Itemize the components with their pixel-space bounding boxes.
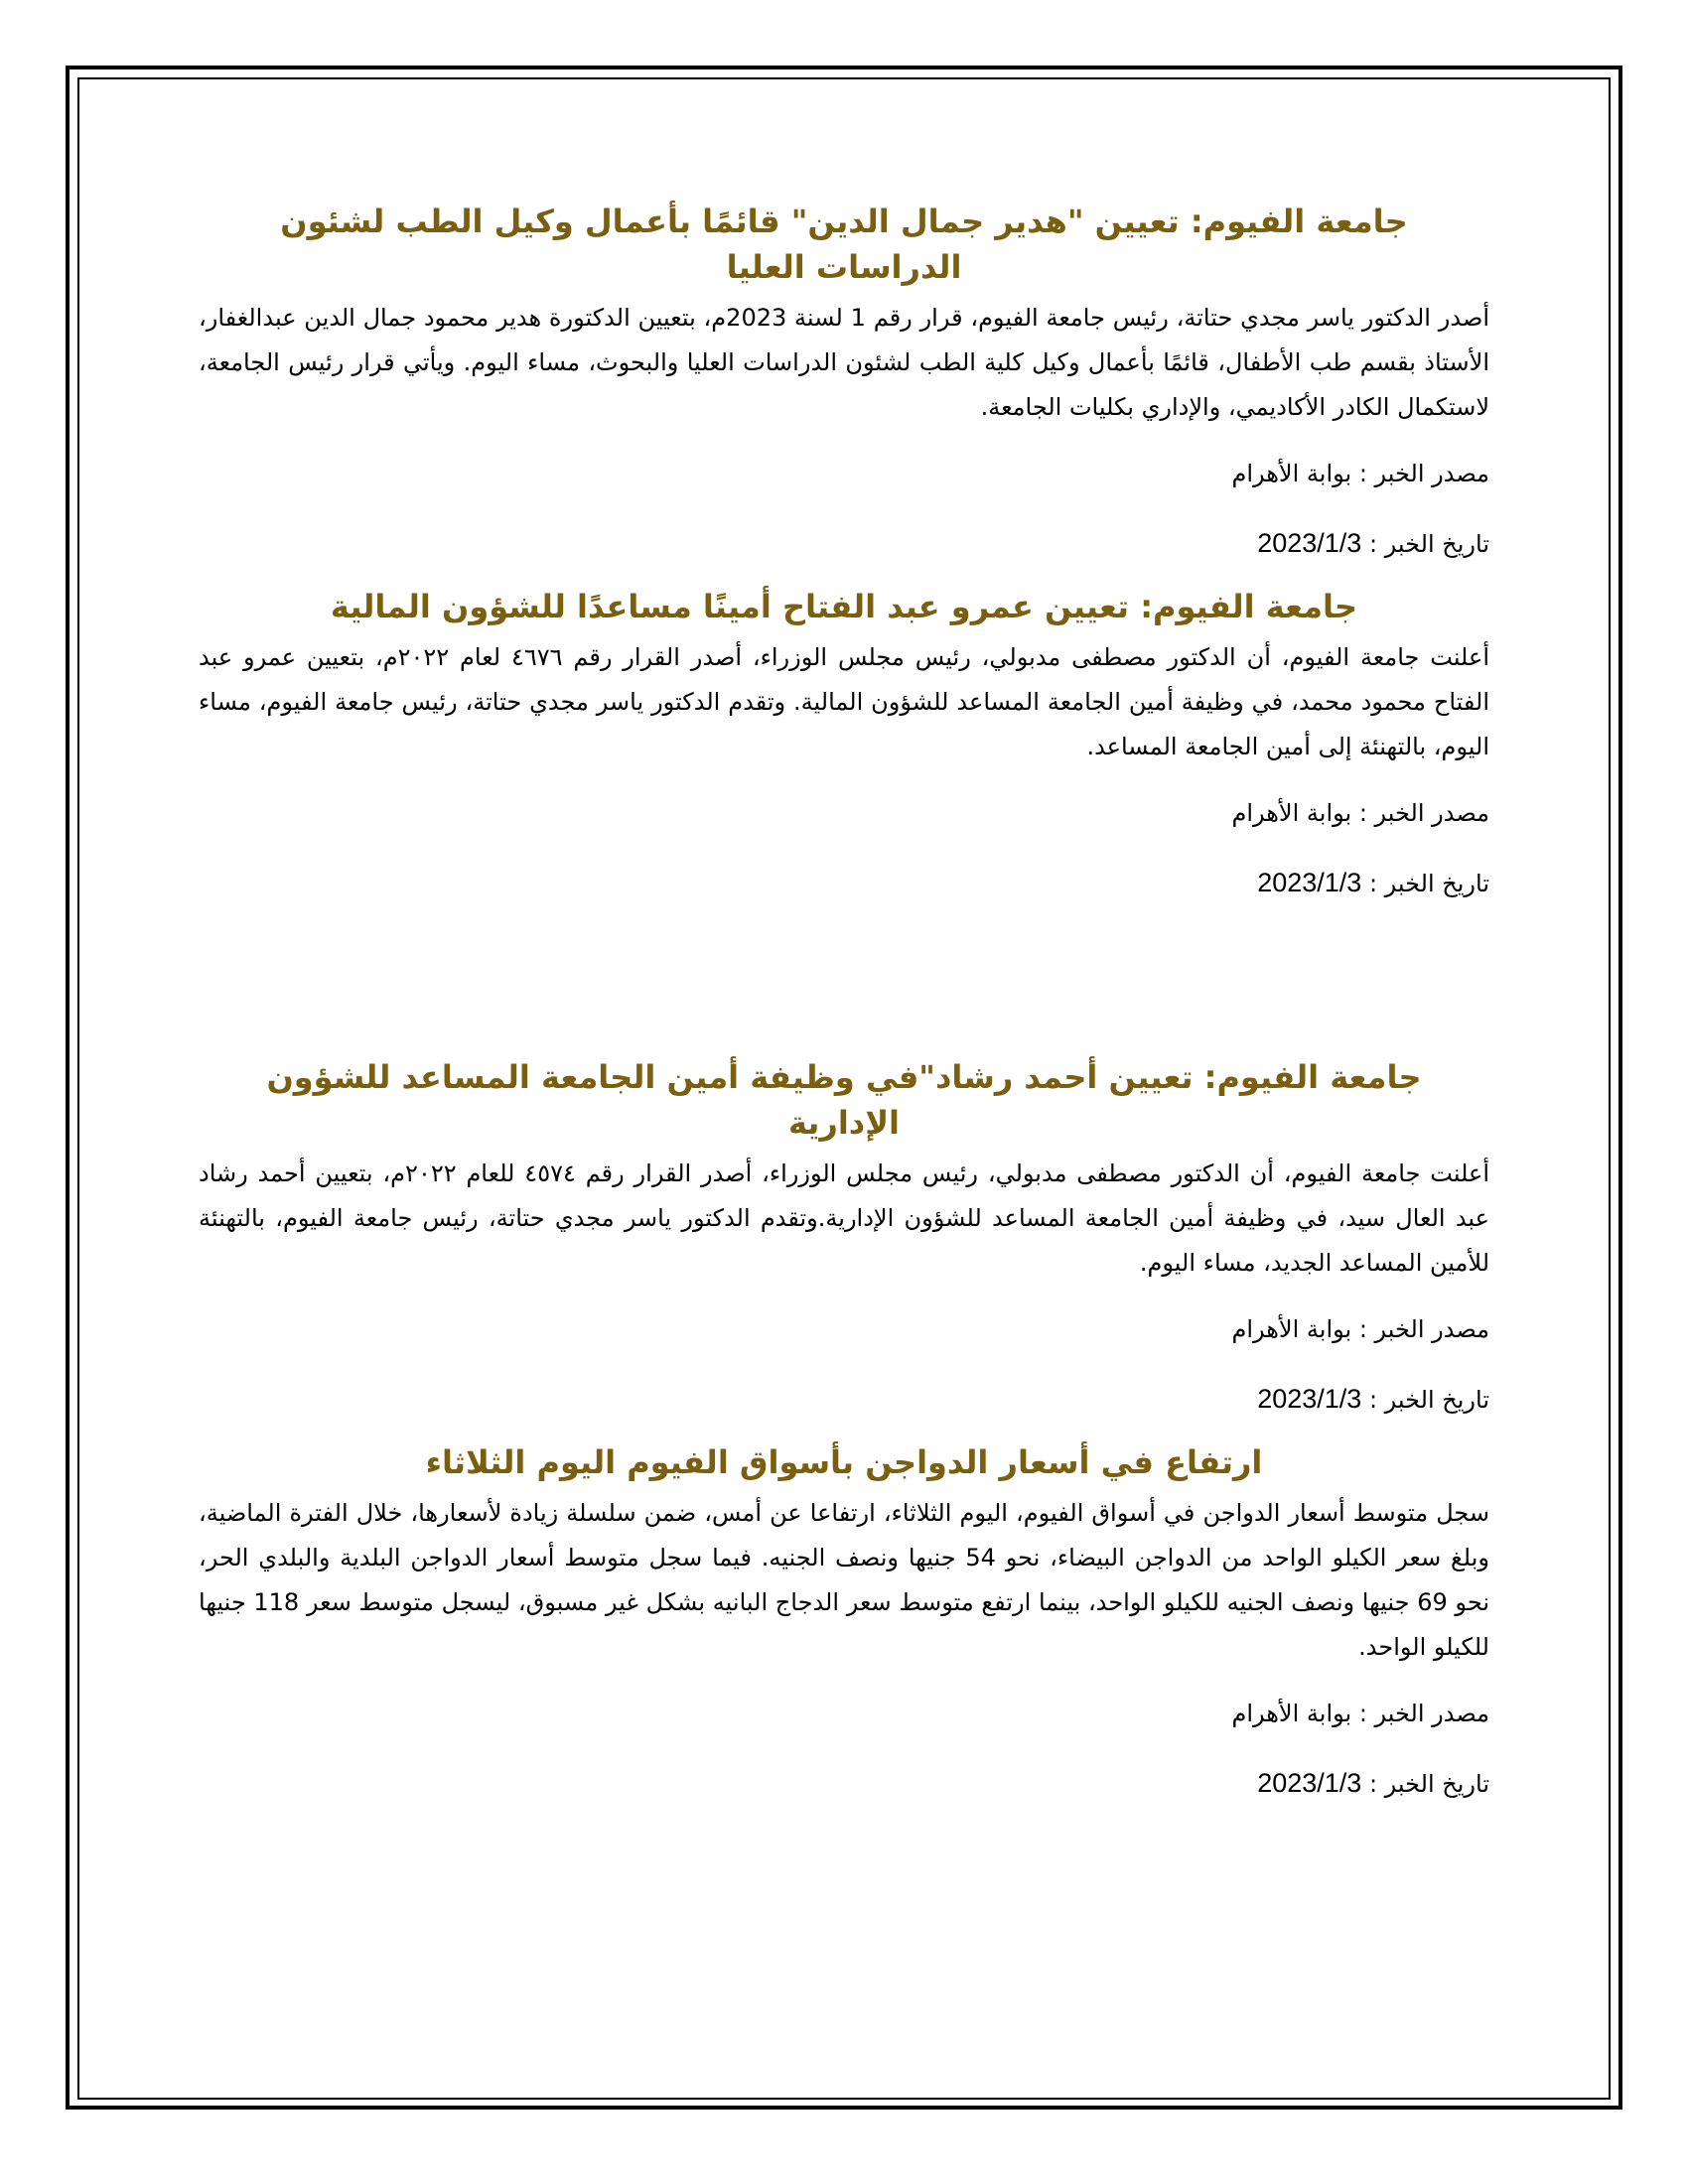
article-date <box>199 865 1489 901</box>
news-article <box>199 199 1489 562</box>
date-value: 2023/1/3 <box>1257 1768 1362 1798</box>
source-label: مصدر الخبر : <box>1358 1700 1489 1727</box>
source-value: بوابة الأهرام <box>1231 1700 1352 1727</box>
article-headline: ارتفاع في أسعار الدواجن بأسواق الفيوم اليوم الثلاثاء <box>425 1443 1263 1481</box>
source-label: مصدر الخبر : <box>1358 460 1489 487</box>
date-value: 2023/1/3 <box>1257 1384 1362 1414</box>
source-value: بوابة الأهرام <box>1231 1315 1352 1343</box>
article-headline: جامعة الفيوم: تعيين عمرو عبد الفتاح أمينًا مساعدًا للشؤون المالية <box>330 588 1358 625</box>
date-label: تاريخ الخبر : <box>1368 1386 1489 1414</box>
news-article <box>199 1054 1489 1418</box>
article-body: أعلنت جامعة الفيوم، أن الدكتور مصطفى مدبولي، رئيس مجلس الوزراء، أصدر القرار رقم ٤٥٧٤ للعام ٢٠٢٢م، بتعيين أحمد رشاد عبد العال سيد، في وظيفة أمين الجامعة المساعد للشؤون الإدارية.وتقدم الدكتور ياسر مجدي حتاتة، رئيس جامعة الفيوم، بالتهنئة للأمين المساعد الجديد، مساء اليوم. <box>199 1160 1490 1277</box>
source-label: مصدر الخبر : <box>1358 799 1489 827</box>
article-source <box>199 456 1489 491</box>
article-date <box>199 1765 1489 1802</box>
source-value: بوابة الأهرام <box>1231 799 1352 827</box>
article-headline: جامعة الفيوم: تعيين "هدير جمال الدين" قائمًا بأعمال وكيل الطب لشئون الدراسات العليا <box>280 203 1408 286</box>
date-value: 2023/1/3 <box>1257 528 1362 558</box>
article-date <box>199 1381 1489 1418</box>
news-content <box>199 199 1489 1802</box>
article-body: سجل متوسط أسعار الدواجن في أسواق الفيوم، اليوم الثلاثاء، ارتفاعا عن أمس، ضمن سلسلة زيادة لأسعارها، خلال الفترة الماضية، وبلغ سعر الكيلو الواحد من الدواجن البيضاء، نحو 54 جنيها ونصف الجنيه. فيما سجل متوسط أسعار الدواجن البلدية والبلدي الحر، نحو 69 جنيها ونصف الجنيه للكيلو الواحد، بينما ارتفع متوسط سعر الدجاج البانيه بشكل غير مسبوق، ليسجل متوسط سعر 118 جنيها للكيلو الواحد. <box>199 1499 1489 1661</box>
date-label: تاريخ الخبر : <box>1368 870 1489 897</box>
source-value: بوابة الأهرام <box>1231 460 1352 487</box>
news-article <box>199 1439 1489 1802</box>
source-label: مصدر الخبر : <box>1358 1315 1489 1343</box>
article-body: أصدر الدكتور ياسر مجدي حتاتة، رئيس جامعة الفيوم، قرار رقم 1 لسنة 2023م، بتعيين الدكتورة هدير محمود جمال الدين عبدالغفار، الأستاذ بقسم طب الأطفال، قائمًا بأعمال وكيل كلية الطب لشئون الدراسات العليا والبحوث، مساء اليوم. ويأتي قرار رئيس الجامعة، لاستكمال الكادر الأكاديمي، والإداري بكليات الجامعة. <box>199 304 1489 421</box>
date-label: تاريخ الخبر : <box>1368 1770 1489 1798</box>
article-source <box>199 1696 1489 1731</box>
article-source <box>199 795 1489 831</box>
article-body: أعلنت جامعة الفيوم، أن الدكتور مصطفى مدبولي، رئيس مجلس الوزراء، أصدر القرار رقم ٤٦٧٦ لعام ٢٠٢٢م، بتعيين عمرو عبد الفتاح محمود محمد، في وظيفة أمين الجامعة المساعد للشؤون المالية. وتقدم الدكتور ياسر مجدي حتاتة، رئيس جامعة الفيوم، مساء اليوم، بالتهنئة إلى أمين الجامعة المساعد. <box>199 643 1489 760</box>
article-date <box>199 525 1489 562</box>
article-source <box>199 1311 1489 1347</box>
date-label: تاريخ الخبر : <box>1368 530 1489 558</box>
article-headline: جامعة الفيوم: تعيين أحمد رشاد"في وظيفة أمين الجامعة المساعد للشؤون الإدارية <box>266 1058 1422 1142</box>
news-article <box>199 584 1489 901</box>
date-value: 2023/1/3 <box>1257 868 1362 897</box>
